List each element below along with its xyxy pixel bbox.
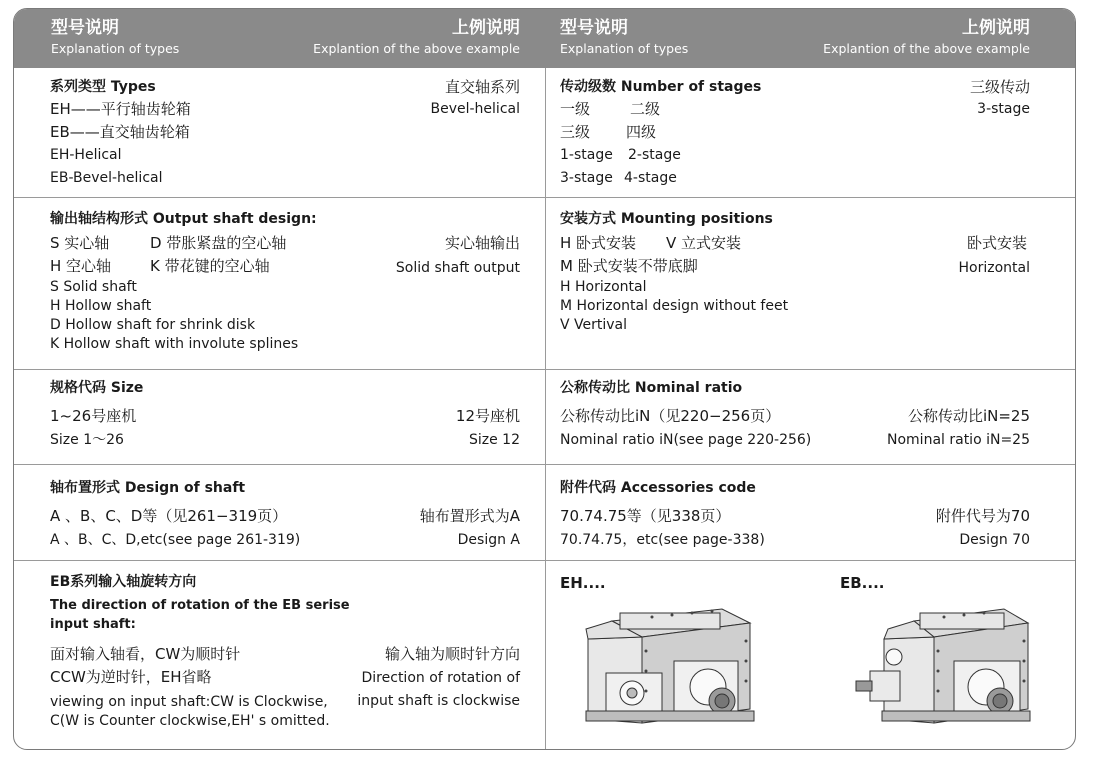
rotation-title-zh: EB系列输入轴旋转方向 xyxy=(50,574,197,590)
output-shaft-h-en: H Hollow shaft xyxy=(50,298,152,314)
stages-example-zh: 三级传动 xyxy=(969,78,1030,96)
types-line-eh-en: EH-Helical xyxy=(50,147,122,163)
accessories-example-en: Design 70 xyxy=(959,532,1030,548)
header-bar xyxy=(14,9,1075,68)
types-line-eb-en: EB-Bevel-helical xyxy=(50,170,163,186)
rotation-title-en-2: input shaft: xyxy=(50,617,136,632)
stage-1-en: 1-stage xyxy=(560,147,613,163)
rotation-line-1-zh: 面对输入轴看，CW为顺时针 xyxy=(50,645,241,663)
header-right-title-en: Explanation of types xyxy=(560,41,689,56)
accessories-line-en: 70.74.75，etc(see page-338) xyxy=(560,532,765,548)
mounting-h-en: H Horizontal xyxy=(560,279,647,295)
size-example-zh: 12号座机 xyxy=(455,407,520,425)
types-title: 系列类型 Types xyxy=(50,79,156,95)
output-shaft-d-en: D Hollow shaft for shrink disk xyxy=(50,317,256,333)
header-right-example-zh: 上例说明 xyxy=(962,18,1030,38)
output-shaft-h-zh: H 空心轴 xyxy=(50,257,112,275)
shaft-design-title: 轴布置形式 Design of shaft xyxy=(50,480,246,496)
ratio-example-zh: 公称传动比iN=25 xyxy=(907,407,1030,425)
output-shaft-example-en: Solid shaft output xyxy=(395,260,520,276)
rotation-example-en-1: Direction of rotation of xyxy=(361,670,520,686)
output-shaft-k-en: K Hollow shaft with involute splines xyxy=(50,336,299,352)
stage-3-en: 3-stage xyxy=(560,170,613,186)
ratio-example-en: Nominal ratio iN=25 xyxy=(887,432,1030,448)
accessories-line-zh: 70.74.75等（见338页） xyxy=(560,507,731,525)
mounting-example-zh: 卧式安装 xyxy=(966,234,1027,252)
size-title: 规格代码 Size xyxy=(50,380,144,396)
eh-gearbox-image xyxy=(582,601,762,731)
stage-4-zh: 四级 xyxy=(626,123,657,141)
eb-label: EB.... xyxy=(840,574,885,592)
stage-3-zh: 三级 xyxy=(560,123,591,141)
row-divider-3 xyxy=(14,464,1075,465)
output-shaft-d-zh: D 带胀紧盘的空心轴 xyxy=(150,234,287,252)
shaft-design-example-en: Design A xyxy=(457,532,520,548)
mounting-example-en: Horizontal xyxy=(958,260,1030,276)
rotation-line-2-zh: CCW为逆时针，EH省略 xyxy=(50,668,212,686)
ratio-title: 公称传动比 Nominal ratio xyxy=(560,380,743,396)
stage-2-en: 2-stage xyxy=(628,147,681,163)
rotation-line-4-en: C(W is Counter clockwise,EH' s omitted. xyxy=(50,713,330,729)
header-right-example-en: Explantion of the above example xyxy=(823,41,1030,56)
types-example-zh: 直交轴系列 xyxy=(444,78,520,96)
header-right-title-zh: 型号说明 xyxy=(560,18,628,38)
header-left-example-en: Explantion of the above example xyxy=(313,41,520,56)
header-left-title-en: Explanation of types xyxy=(51,41,180,56)
mounting-title: 安装方式 Mounting positions xyxy=(560,211,773,227)
eh-label: EH.... xyxy=(560,574,606,592)
output-shaft-s-zh: S 实心轴 xyxy=(50,234,110,252)
header-left-title-zh: 型号说明 xyxy=(51,18,119,38)
rotation-example-zh: 输入轴为顺时针方向 xyxy=(384,645,520,663)
mounting-v-en: V Vertival xyxy=(560,317,628,333)
ratio-line-en: Nominal ratio iN(see page 220-256) xyxy=(560,432,812,448)
mounting-h-zh: H 卧式安装 xyxy=(560,234,637,252)
column-divider xyxy=(545,68,546,750)
header-left-example-zh: 上例说明 xyxy=(452,18,520,38)
size-line-zh: 1~26号座机 xyxy=(50,407,137,425)
output-shaft-example-zh: 实心轴输出 xyxy=(444,234,520,252)
row-divider-4 xyxy=(14,560,1075,561)
eb-gearbox-image xyxy=(854,601,1034,731)
types-line-eb-zh: EB——直交轴齿轮箱 xyxy=(50,123,190,141)
output-shaft-s-en: S Solid shaft xyxy=(50,279,137,295)
size-line-en: Size 1～26 xyxy=(50,432,124,448)
shaft-design-line-zh: A 、B、C、D等（见261−319页） xyxy=(50,507,288,525)
rotation-example-en-2: input shaft is clockwise xyxy=(357,693,520,709)
stage-1-zh: 一级 xyxy=(560,100,591,118)
stages-example-en: 3-stage xyxy=(977,101,1030,117)
accessories-title: 附件代码 Accessories code xyxy=(560,480,756,496)
stages-title: 传动级数 Number of stages xyxy=(560,79,762,95)
ratio-line-zh: 公称传动比iN（见220−256页） xyxy=(560,407,781,425)
types-line-eh-zh: EH——平行轴齿轮箱 xyxy=(50,100,191,118)
output-shaft-title: 输出轴结构形式 Output shaft design: xyxy=(50,211,317,227)
stage-4-en: 4-stage xyxy=(624,170,677,186)
row-divider-1 xyxy=(14,197,1075,198)
accessories-example-zh: 附件代号为70 xyxy=(935,507,1030,525)
output-shaft-k-zh: K 带花键的空心轴 xyxy=(150,257,270,275)
mounting-m-en: M Horizontal design without feet xyxy=(560,298,789,314)
types-example-en: Bevel-helical xyxy=(430,101,520,117)
rotation-line-3-en: viewing on input shaft:CW is Clockwise, xyxy=(50,694,328,710)
mounting-v-zh: V 立式安装 xyxy=(666,234,742,252)
rotation-title-en-1: The direction of rotation of the EB serise xyxy=(50,598,350,613)
type-explanation-panel xyxy=(13,8,1076,750)
shaft-design-line-en: A 、B、C、D,etc(see page 261-319) xyxy=(50,532,301,548)
shaft-design-example-zh: 轴布置形式为A xyxy=(419,507,520,525)
size-example-en: Size 12 xyxy=(468,432,520,448)
mounting-m-zh: M 卧式安装不带底脚 xyxy=(560,257,698,275)
row-divider-2 xyxy=(14,369,1075,370)
stage-2-zh: 二级 xyxy=(630,100,661,118)
